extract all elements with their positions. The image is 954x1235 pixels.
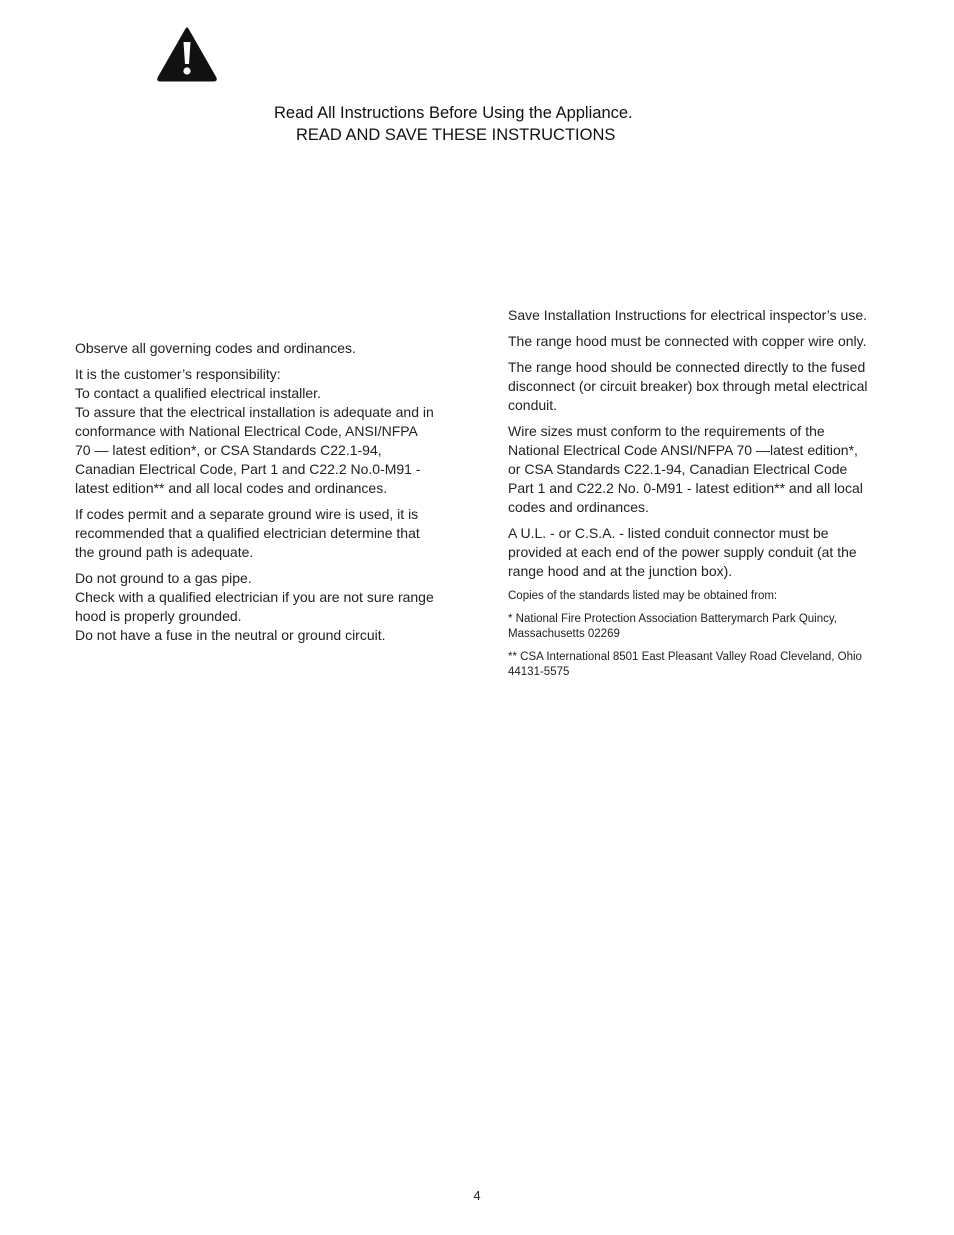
left-column (75, 339, 435, 652)
paragraph-ground-wire: If codes permit and a separate ground wire is used, it is recommended that a qualified electrician determine that the ground path is adequate. (75, 506, 420, 560)
page-number: 4 (473, 1188, 481, 1203)
footnote-nfpa: * National Fire Protection Association Batterymarch Park Quincy, Massachusetts 02269 (508, 613, 837, 640)
paragraph-grounding: Do not ground to a gas pipe. Check with a qualified electrician if you are not sure range hood is properly grounded. Do not have a fuse in the neutral or ground circuit. (75, 570, 434, 643)
footnote-copies: Copies of the standards listed may be obtained from: (508, 590, 778, 602)
paragraph-save-instructions: Save Installation Instructions for electrical inspector’s use. (508, 307, 867, 323)
header-read-instructions: Read All Instructions Before Using the Appliance. (274, 104, 633, 122)
footnote-csa: ** CSA International 8501 East Pleasant Valley Road Cleveland, Ohio 44131-5575 (508, 651, 862, 678)
paragraph-connection: The range hood should be connected directly to the fused disconnect (or circuit breaker) box through metal electrical conduit. (508, 359, 868, 413)
paragraph-responsibility: It is the customer’s responsibility: To contact a qualified electrical installer. To assure that the electrical installation is adequate and in conformance with National Electrical Code, ANSI/NFPA 70 — latest edition*, or CSA Standards C22.1-94, Canadian Electrical Code, Part 1 and C22.2 No.0-M91 - latest edition** and all local codes and ordinances. (75, 366, 434, 496)
paragraph-conduit-connector: A U.L. - or C.S.A. - listed conduit connector must be provided at each end of the power supply conduit (at the range hood and at the junction box). (508, 525, 857, 579)
right-column (508, 306, 868, 688)
paragraph-codes: Observe all governing codes and ordinances. (75, 340, 356, 356)
header-save-instructions: READ AND SAVE THESE INSTRUCTIONS (296, 126, 616, 144)
paragraph-wire-sizes: Wire sizes must conform to the requirements of the National Electrical Code ANSI/NFPA 70 —latest edition*, or CSA Standards C22.1-94, Canadian Electrical Code Part 1 and C22.2 No. 0-M91 - latest edition** and all local codes and ordinances. (508, 423, 863, 515)
paragraph-copper-wire: The range hood must be connected with copper wire only. (508, 333, 867, 349)
warning-triangle-icon (156, 26, 218, 82)
